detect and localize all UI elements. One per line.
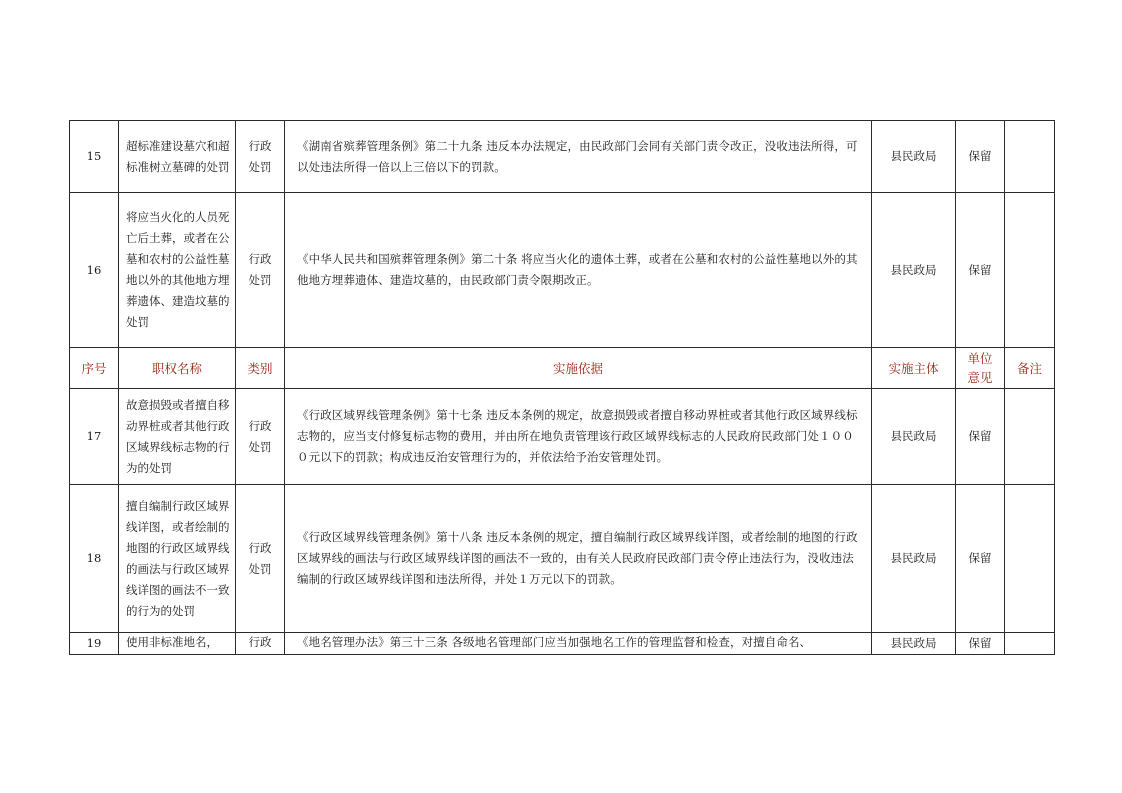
implementing-body: 县民政局 [872,389,956,485]
power-name: 超标准建设墓穴和超标准树立墓碑的处罚 [119,121,236,193]
row-number: 18 [70,485,119,633]
power-type: 行政处罚 [236,389,285,485]
unit-opinion: 保留 [956,193,1005,348]
legal-basis: 《行政区域界线管理条例》第十八条 违反本条例的规定，擅自编制行政区域界线详图，或者绘制的地图的行政区域界线的画法与行政区域界线详图的画法不一致的，由有关人民政府民政部门责令停止违法行为，没收违法编制的行政区域界线详图和违法所得，并处１万元以下的罚款。 [285,485,872,633]
header-opinion: 单位意见 [956,348,1005,389]
row-number: 19 [70,633,119,655]
power-type: 行政处罚 [236,485,285,633]
header-body: 实施主体 [872,348,956,389]
power-name: 将应当火化的人员死亡后土葬，或者在公墓和农村的公益性墓地以外的其他地方埋葬遗体、建造坟墓的处罚 [119,193,236,348]
table-row [70,633,1055,655]
legal-basis: 《地名管理办法》第三十三条 各级地名管理部门应当加强地名工作的管理监督和检查，对擅自命名、 [285,633,872,655]
unit-opinion: 保留 [956,633,1005,655]
table-row [70,389,1055,485]
header-remark: 备注 [1005,348,1055,389]
row-number: 17 [70,389,119,485]
remark [1005,389,1055,485]
remark [1005,485,1055,633]
remark [1005,633,1055,655]
header-no: 序号 [70,348,119,389]
legal-basis: 《行政区域界线管理条例》第十七条 违反本条例的规定，故意损毁或者擅自移动界桩或者其他行政区域界线标志物的，应当支付修复标志物的费用，并由所在地负责管理该行政区域界线标志的人民政府民政部门处１０００元以下的罚款；构成违反治安管理行为的，并依法给予治安管理处罚。 [285,389,872,485]
implementing-body: 县民政局 [872,193,956,348]
header-row [70,348,1055,389]
row-number: 15 [70,121,119,193]
legal-basis: 《湖南省殡葬管理条例》第二十九条 违反本办法规定，由民政部门会同有关部门责令改正，没收违法所得，可以处违法所得一倍以上三倍以下的罚款。 [285,121,872,193]
power-name: 故意损毁或者擅自移动界桩或者其他行政区域界线标志物的行为的处罚 [119,389,236,485]
table-row [70,485,1055,633]
header-type: 类别 [236,348,285,389]
implementing-body: 县民政局 [872,485,956,633]
implementing-body: 县民政局 [872,633,956,655]
legal-basis: 《中华人民共和国殡葬管理条例》第二十条 将应当火化的遗体土葬，或者在公墓和农村的公益性墓地以外的其他地方埋葬遗体、建造坟墓的，由民政部门责令限期改正。 [285,193,872,348]
row-number: 16 [70,193,119,348]
powers-table [69,120,1055,655]
header-name: 职权名称 [119,348,236,389]
remark [1005,121,1055,193]
unit-opinion: 保留 [956,121,1005,193]
power-name: 使用非标准地名， [119,633,236,655]
table-row [70,121,1055,193]
power-type: 行政处罚 [236,121,285,193]
power-type: 行政 [236,633,285,655]
unit-opinion: 保留 [956,389,1005,485]
power-name: 擅自编制行政区域界线详图，或者绘制的地图的行政区域界线的画法与行政区域界线详图的画法不一致的行为的处罚 [119,485,236,633]
remark [1005,193,1055,348]
power-type: 行政处罚 [236,193,285,348]
table-row [70,193,1055,348]
implementing-body: 县民政局 [872,121,956,193]
header-basis: 实施依据 [285,348,872,389]
unit-opinion: 保留 [956,485,1005,633]
